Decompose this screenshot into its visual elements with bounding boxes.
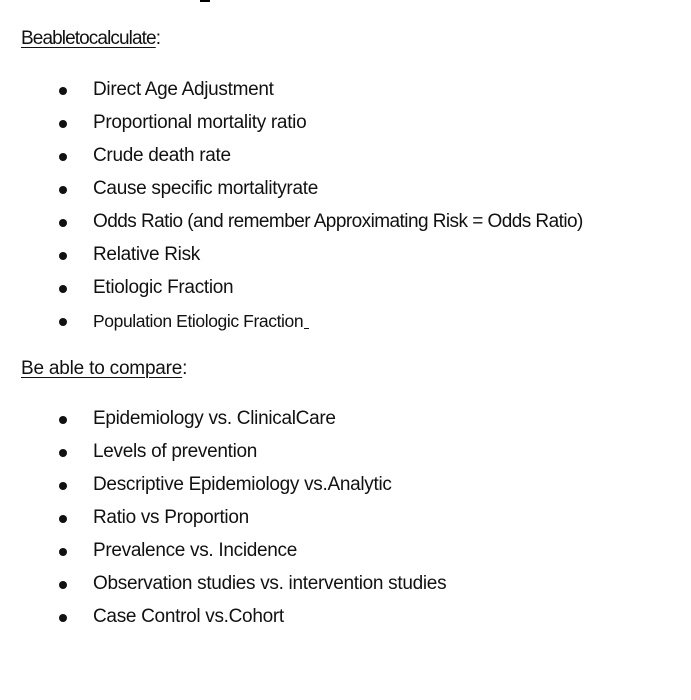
list-item-text: Epidemiology vs. ClinicalCare bbox=[93, 408, 336, 429]
section-heading-compare bbox=[21, 357, 187, 381]
bullet-icon bbox=[59, 482, 67, 490]
list-item-text: Direct Age Adjustment bbox=[93, 79, 274, 100]
list-item-text: Prevalence vs. Incidence bbox=[93, 540, 298, 561]
section-heading-text: Be able to compare bbox=[21, 358, 183, 379]
bullet-icon bbox=[59, 186, 67, 194]
bullet-icon bbox=[59, 153, 67, 161]
list-item-text: Ratio vs Proportion bbox=[93, 507, 249, 528]
list-item-text: Case Control vs.Cohort bbox=[93, 606, 284, 627]
bullet-icon bbox=[59, 120, 67, 128]
bullet-icon bbox=[59, 581, 67, 589]
list-item-text: Population Etiologic Fraction bbox=[93, 311, 304, 331]
list-item-text-wrap bbox=[93, 309, 309, 333]
list-item-text: Proportional mortality ratio bbox=[93, 112, 307, 133]
list-item-text: Etiologic Fraction bbox=[93, 277, 234, 298]
list-item-text: Crude death rate bbox=[93, 145, 231, 166]
bullet-icon bbox=[59, 449, 67, 457]
cropped-text-fragment bbox=[200, 0, 210, 2]
section-heading-calculate bbox=[21, 27, 160, 51]
bullet-icon bbox=[59, 515, 67, 523]
bullet-icon bbox=[59, 416, 67, 424]
bullet-icon bbox=[59, 614, 67, 622]
bullet-icon bbox=[59, 219, 67, 227]
bullet-icon bbox=[59, 548, 67, 556]
list-item-text: Levels of prevention bbox=[93, 441, 258, 462]
section-heading-colon: : bbox=[182, 358, 188, 379]
list-item-text: Odds Ratio (and remember Approximating Risk = Odds Ratio) bbox=[93, 211, 583, 232]
trailing-underscore-mark bbox=[304, 328, 309, 329]
list-item-text: Cause specific mortalityrate bbox=[93, 178, 318, 199]
bullet-icon bbox=[59, 285, 67, 293]
bullet-icon bbox=[59, 87, 67, 95]
section-heading-text: Beabletocalculate bbox=[21, 28, 156, 49]
bullet-icon bbox=[59, 318, 67, 326]
list-item-text: Observation studies vs. intervention studies bbox=[93, 573, 447, 594]
list-item-text: Descriptive Epidemiology vs.Analytic bbox=[93, 474, 392, 495]
bullet-icon bbox=[59, 252, 67, 260]
section-heading-colon: : bbox=[155, 28, 161, 49]
list-item-text: Relative Risk bbox=[93, 244, 200, 265]
